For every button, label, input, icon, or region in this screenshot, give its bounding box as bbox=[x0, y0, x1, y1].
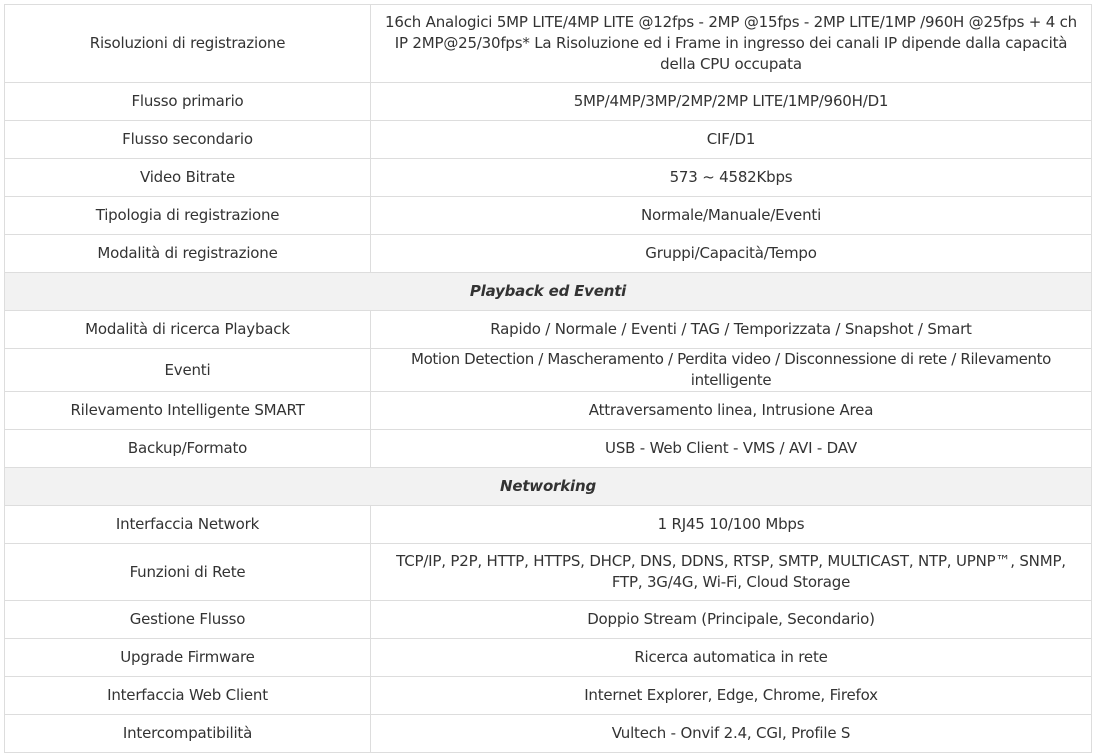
spec-value: USB - Web Client - VMS / AVI - DAV bbox=[371, 430, 1092, 468]
spec-label: Video Bitrate bbox=[5, 159, 371, 197]
table-row bbox=[5, 311, 1092, 349]
table-row bbox=[5, 430, 1092, 468]
spec-label: Gestione Flusso bbox=[5, 601, 371, 639]
table-row bbox=[5, 544, 1092, 601]
table-row bbox=[5, 159, 1092, 197]
table-row bbox=[5, 639, 1092, 677]
section-header-row bbox=[5, 468, 1092, 506]
spec-label: Eventi bbox=[5, 349, 371, 392]
spec-label: Risoluzioni di registrazione bbox=[5, 5, 371, 83]
table-row bbox=[5, 121, 1092, 159]
spec-value: Normale/Manuale/Eventi bbox=[371, 197, 1092, 235]
table-row bbox=[5, 601, 1092, 639]
table-row bbox=[5, 197, 1092, 235]
spec-label: Modalità di ricerca Playback bbox=[5, 311, 371, 349]
section-title-playback: Playback ed Eventi bbox=[5, 273, 1092, 311]
spec-label: Modalità di registrazione bbox=[5, 235, 371, 273]
spec-label: Flusso secondario bbox=[5, 121, 371, 159]
table-row bbox=[5, 235, 1092, 273]
spec-label: Interfaccia Web Client bbox=[5, 677, 371, 715]
spec-value: Gruppi/Capacità/Tempo bbox=[371, 235, 1092, 273]
section-header-row bbox=[5, 273, 1092, 311]
table-row bbox=[5, 392, 1092, 430]
spec-value: Internet Explorer, Edge, Chrome, Firefox bbox=[371, 677, 1092, 715]
spec-label: Flusso primario bbox=[5, 83, 371, 121]
spec-label: Funzioni di Rete bbox=[5, 544, 371, 601]
spec-label: Backup/Formato bbox=[5, 430, 371, 468]
spec-value: 5MP/4MP/3MP/2MP/2MP LITE/1MP/960H/D1 bbox=[371, 83, 1092, 121]
spec-value: Attraversamento linea, Intrusione Area bbox=[371, 392, 1092, 430]
table-row bbox=[5, 715, 1092, 753]
spec-label: Intercompatibilità bbox=[5, 715, 371, 753]
spec-label: Upgrade Firmware bbox=[5, 639, 371, 677]
section-title-networking: Networking bbox=[5, 468, 1092, 506]
spec-value: Ricerca automatica in rete bbox=[371, 639, 1092, 677]
spec-value: CIF/D1 bbox=[371, 121, 1092, 159]
spec-value: Rapido / Normale / Eventi / TAG / Temporizzata / Snapshot / Smart bbox=[371, 311, 1092, 349]
table-row bbox=[5, 83, 1092, 121]
spec-value: 1 RJ45 10/100 Mbps bbox=[371, 506, 1092, 544]
table-row bbox=[5, 5, 1092, 83]
spec-value: 16ch Analogici 5MP LITE/4MP LITE @12fps - 2MP @15fps - 2MP LITE/1MP /960H @25fps + 4 ch IP 2MP@25/30fps* La Risoluzione ed i Frame in ingresso dei canali IP dipende dalla capacità della CPU occupata bbox=[371, 5, 1092, 83]
table-row bbox=[5, 349, 1092, 392]
spec-value: Motion Detection / Mascheramento / Perdita video / Disconnessione di rete / Rilevamento intelligente bbox=[371, 349, 1092, 392]
spec-value: Vultech - Onvif 2.4, CGI, Profile S bbox=[371, 715, 1092, 753]
spec-label: Interfaccia Network bbox=[5, 506, 371, 544]
spec-table bbox=[4, 4, 1092, 753]
spec-value: 573 ~ 4582Kbps bbox=[371, 159, 1092, 197]
spec-value: Doppio Stream (Principale, Secondario) bbox=[371, 601, 1092, 639]
table-row bbox=[5, 506, 1092, 544]
spec-label: Tipologia di registrazione bbox=[5, 197, 371, 235]
spec-label: Rilevamento Intelligente SMART bbox=[5, 392, 371, 430]
table-row bbox=[5, 677, 1092, 715]
spec-value: TCP/IP, P2P, HTTP, HTTPS, DHCP, DNS, DDNS, RTSP, SMTP, MULTICAST, NTP, UPNP™, SNMP, FTP, 3G/4G, Wi-Fi, Cloud Storage bbox=[371, 544, 1092, 601]
